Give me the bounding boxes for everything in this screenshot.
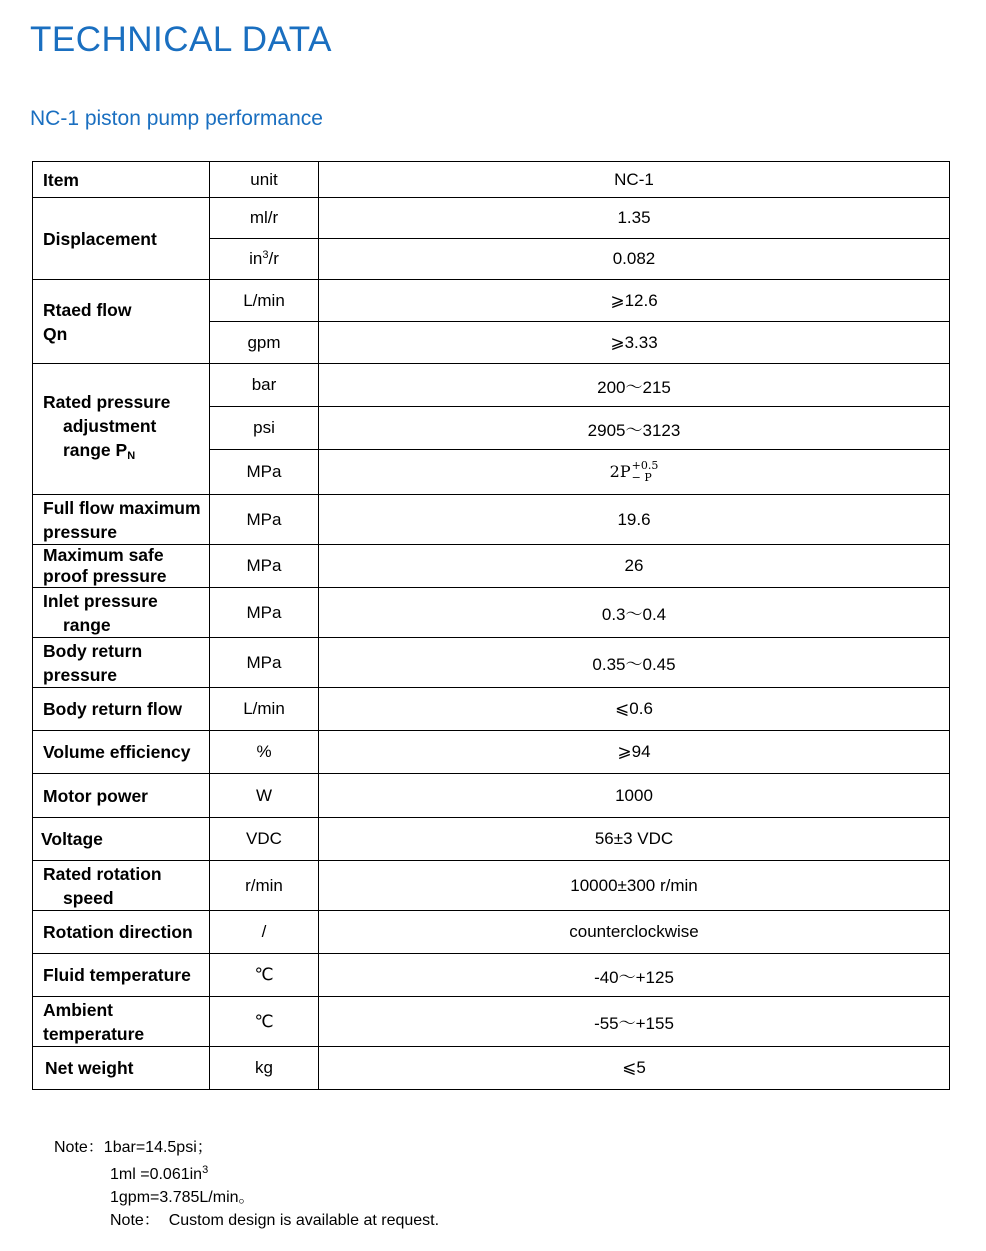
eq-base: 2P [609, 461, 631, 481]
unit-cell: W [210, 774, 319, 818]
table-row [33, 774, 950, 818]
label-line: adjustment [63, 416, 157, 436]
value-cell: 19.6 [319, 495, 950, 545]
table-row [33, 911, 950, 954]
row-label [33, 861, 210, 911]
unit-cell: % [210, 731, 319, 774]
table-row [33, 495, 950, 545]
table-row [33, 545, 950, 588]
label-line: Inlet pressure [43, 590, 158, 611]
note-text: 1ml =0.061in [110, 1166, 203, 1183]
label-line: range [63, 614, 111, 635]
unit-cell: MPa [210, 450, 319, 495]
unit-cell: MPa [210, 638, 319, 688]
label-line: pressure [43, 664, 117, 685]
value-cell [319, 450, 950, 495]
note-line: 1gpm=3.785L/min。 [110, 1189, 255, 1206]
row-label [33, 588, 210, 638]
unit-sup: 3 [262, 249, 269, 261]
row-label [33, 638, 210, 688]
eq-sup: +0.5 [631, 459, 659, 472]
page-subtitle: NC-1 piston pump performance [30, 107, 323, 130]
table-row [33, 997, 950, 1047]
table-row [33, 1047, 950, 1090]
note-line: Note： Custom design is available at request. [110, 1212, 440, 1229]
unit-cell: MPa [210, 588, 319, 638]
value-cell: 2905～3123 [319, 407, 950, 450]
unit-cell: kg [210, 1047, 319, 1090]
value-cell: 0.082 [319, 239, 950, 280]
row-label: Fluid temperature [33, 954, 210, 997]
row-label: Net weight [33, 1047, 210, 1090]
row-label [33, 495, 210, 545]
table-row [33, 198, 950, 239]
value-cell: -55～+155 [319, 997, 950, 1047]
table-row [33, 280, 950, 322]
unit-cell: psi [210, 407, 319, 450]
note-line: Note：1bar=14.5psi； [54, 1139, 213, 1156]
label-line: pressure [43, 521, 117, 542]
value-cell: 1.35 [319, 198, 950, 239]
unit-cell [210, 239, 319, 280]
table-row [33, 731, 950, 774]
label-line: temperature [43, 1023, 145, 1044]
note-line [54, 1159, 439, 1186]
page-title: TECHNICAL DATA [30, 20, 332, 59]
header-model: NC-1 [319, 162, 950, 198]
value-cell: counterclockwise [319, 911, 950, 954]
label-text: range P [63, 440, 128, 460]
row-label: Volume efficiency [33, 731, 210, 774]
unit-cell: MPa [210, 545, 319, 588]
spec-table [32, 161, 950, 1090]
unit-cell: r/min [210, 861, 319, 911]
value-cell: ⩾3.33 [319, 322, 950, 364]
unit-cell: ℃ [210, 954, 319, 997]
header-unit: unit [210, 162, 319, 198]
value-cell: ⩾94 [319, 731, 950, 774]
value-cell: -40～+125 [319, 954, 950, 997]
eq-sub: − P [631, 471, 652, 484]
value-cell: 200～215 [319, 364, 950, 407]
label-line: Rated pressure [43, 392, 171, 412]
row-label: Voltage [33, 818, 210, 861]
label-line: Maximum safe [43, 545, 164, 565]
row-label: Motor power [33, 774, 210, 818]
value-cell: 0.3～0.4 [319, 588, 950, 638]
value-cell: 56±3 VDC [319, 818, 950, 861]
pressure-equation [609, 459, 659, 484]
value-cell: 0.35～0.45 [319, 638, 950, 688]
rated-pressure-label [33, 364, 210, 495]
label-line: Qn [43, 323, 68, 344]
label-line: Rated rotation [43, 863, 162, 884]
value-cell: ⩽0.6 [319, 688, 950, 731]
label-line: Rtaed flow [43, 299, 132, 320]
note-sup: 3 [202, 1164, 209, 1176]
row-label [33, 545, 210, 588]
label-subscript: N [127, 450, 136, 462]
displacement-label: Displacement [33, 198, 210, 280]
unit-cell: L/min [210, 280, 319, 322]
label-line: Body return [43, 640, 143, 661]
rated-flow-label [33, 280, 210, 364]
table-row [33, 954, 950, 997]
label-line: Ambient [43, 999, 113, 1020]
row-label: Rotation direction [33, 911, 210, 954]
unit-cell: gpm [210, 322, 319, 364]
value-cell: 1000 [319, 774, 950, 818]
unit-cell: L/min [210, 688, 319, 731]
value-cell: 10000±300 r/min [319, 861, 950, 911]
table-row [33, 638, 950, 688]
value-cell: ⩾12.6 [319, 280, 950, 322]
unit-cell: MPa [210, 495, 319, 545]
table-row [33, 861, 950, 911]
unit-tail: /r [268, 249, 279, 268]
unit-cell: ℃ [210, 997, 319, 1047]
table-header-row [33, 162, 950, 198]
label-line: Full flow maximum [43, 497, 201, 518]
table-row [33, 818, 950, 861]
unit-cell: ml/r [210, 198, 319, 239]
header-item: Item [33, 162, 210, 198]
unit-cell: / [210, 911, 319, 954]
table-row [33, 364, 950, 407]
value-cell: 26 [319, 545, 950, 588]
notes-block [54, 1136, 439, 1232]
label-line: proof pressure [43, 566, 167, 586]
unit-cell: bar [210, 364, 319, 407]
row-label [33, 997, 210, 1047]
table-row [33, 588, 950, 638]
value-cell: ⩽5 [319, 1047, 950, 1090]
eq-limits [632, 460, 659, 484]
row-label: Body return flow [33, 688, 210, 731]
label-line: speed [63, 887, 114, 908]
label-line [43, 438, 135, 468]
table-row [33, 688, 950, 731]
unit-cell: VDC [210, 818, 319, 861]
unit-base: in [249, 249, 263, 268]
